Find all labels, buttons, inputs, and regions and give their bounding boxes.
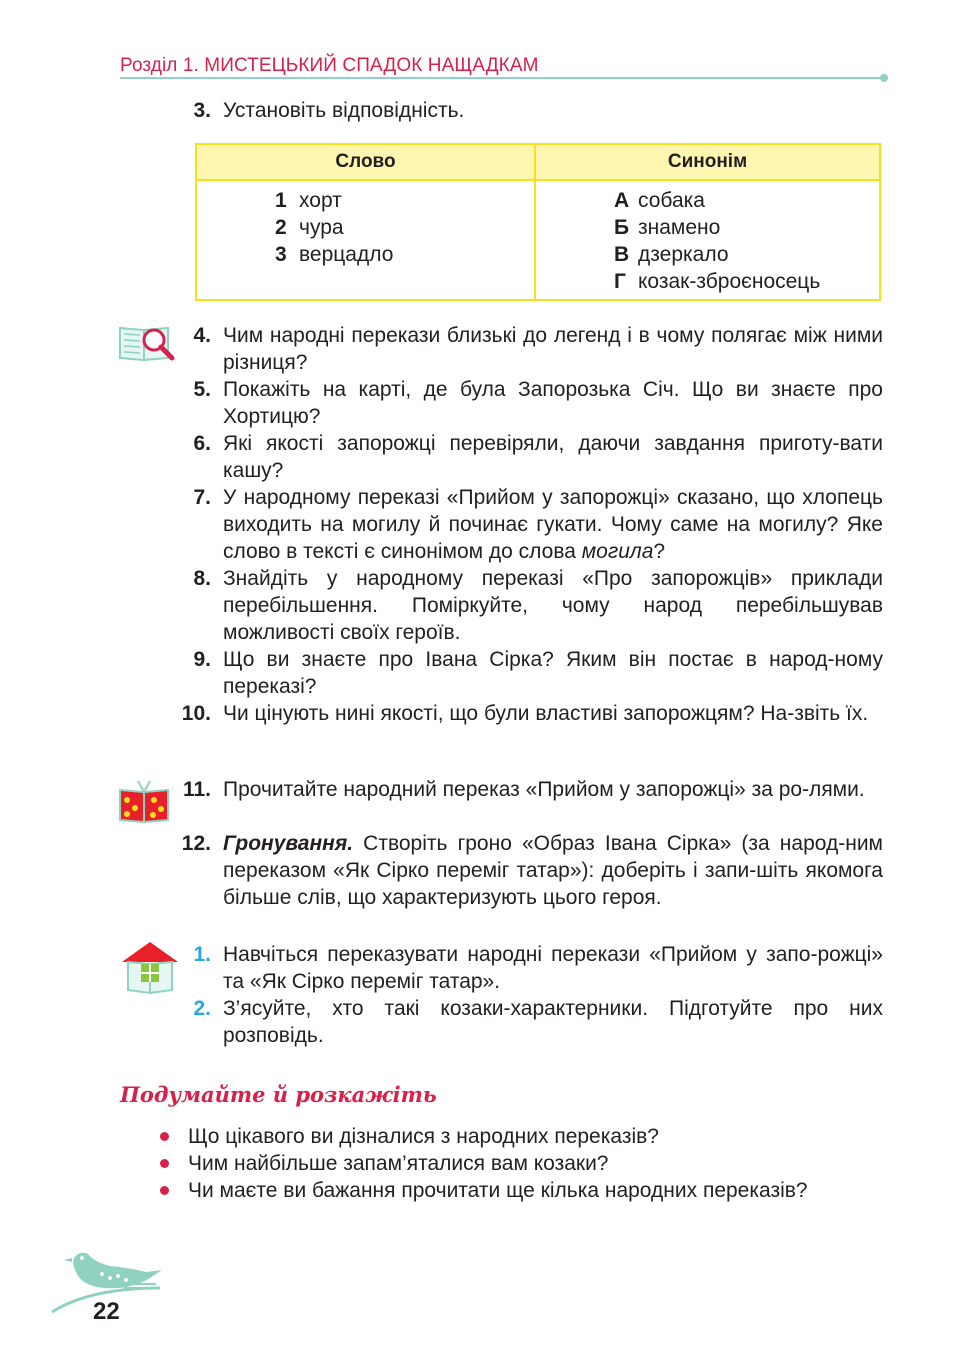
question-7 <box>193 484 883 565</box>
question-text: Які якості запорожці перевіряли, даючи завдання приготу-вати кашу? <box>223 432 883 482</box>
synonyms-column <box>535 180 880 300</box>
question-number: 5. <box>193 378 211 401</box>
question-10 <box>181 700 883 727</box>
table-header-synonym: Синонім <box>535 144 880 180</box>
question-11 <box>182 776 883 803</box>
homework-1 <box>193 941 883 995</box>
task-3 <box>193 97 883 124</box>
question-text: Покажіть на карті, де була Запорозька Січ. Що ви знаєте про Хортицю? <box>223 378 883 428</box>
question-number: 12. <box>181 832 211 855</box>
question-number: 9. <box>193 648 211 671</box>
list-item: Чи маєте ви бажання прочитати ще кілька народних переказів? <box>160 1177 808 1204</box>
task-number: 3. <box>193 99 211 122</box>
task-text: Установіть відповідність. <box>223 99 465 122</box>
open-book-butterfly-icon <box>116 778 174 831</box>
question-4 <box>193 322 883 376</box>
question-number: 6. <box>193 432 211 455</box>
house-book-icon <box>120 940 180 1003</box>
bullet-list <box>160 1123 808 1204</box>
header-rule <box>120 77 883 79</box>
bullet-dot <box>160 1132 169 1141</box>
question-12 <box>181 830 883 911</box>
question-5 <box>193 376 883 430</box>
bullet-dot <box>160 1186 169 1195</box>
page-number: 22 <box>93 1298 120 1325</box>
question-number: 11. <box>182 778 211 801</box>
header-rule-dot <box>880 74 888 82</box>
question-text: Що ви знаєте про Івана Сірка? Яким він постає в народ-ному переказі? <box>223 648 883 698</box>
question-number: 4. <box>193 324 211 347</box>
list-item: Чим найбільше запам’яталися вам козаки? <box>160 1150 808 1177</box>
word-item: 1 хорт <box>275 189 342 212</box>
list-item: Що цікавого ви дізналися з народних переказів? <box>160 1123 808 1150</box>
homework-number: 2. <box>193 997 211 1020</box>
question-9 <box>193 646 883 700</box>
question-text: У народному переказі «Прийом у запорожці» сказано, що хлопець виходить на могилу й починає гукати. Чому саме на могилу? Яке слово в тексті є синонімом до слова могила? <box>223 486 883 563</box>
homework-number: 1. <box>193 943 211 966</box>
synonym-item: Г козак-зброєносець <box>614 270 821 293</box>
question-8 <box>193 565 883 646</box>
question-text: Чи цінують нині якості, що були властиві запорожцям? На-звіть їх. <box>223 702 869 725</box>
question-text: Чим народні перекази близькі до легенд і в чому полягає між ними різниця? <box>223 324 883 374</box>
question-number: 8. <box>193 567 211 590</box>
synonym-item: Б знамено <box>614 216 721 239</box>
word-item: 3 верцадло <box>275 243 394 266</box>
words-column <box>196 180 535 300</box>
question-6 <box>193 430 883 484</box>
homework-text: З’ясуйте, хто такі козаки-характерники. Підготуйте про них розповідь. <box>223 997 883 1047</box>
question-text: Гронування. Створіть гроно «Образ Івана Сірка» (за народ-ним переказом «Як Сірко переміг татар»): доберіть і запи-шіть якомога більше слів, що характеризують цього героя. <box>223 832 883 909</box>
section-title: Подумайте й розкажіть <box>120 1082 437 1107</box>
bullet-dot <box>160 1159 169 1168</box>
running-header: Розділ 1. МИСТЕЦЬКИЙ СПАДОК НАЩАДКАМ <box>120 55 539 76</box>
word-item: 2 чура <box>275 216 344 239</box>
synonym-item: А собака <box>614 189 705 212</box>
question-text: Прочитайте народний переказ «Прийом у запорожці» за ро-лями. <box>223 778 865 801</box>
synonym-item: В дзеркало <box>614 243 729 266</box>
book-magnifier-icon <box>116 320 178 371</box>
homework-2 <box>193 995 883 1049</box>
homework-text: Навчіться переказувати народні перекази «Прийом у запо-рожці» та «Як Сірко переміг татар». <box>223 943 883 993</box>
question-number: 7. <box>193 486 211 509</box>
matching-table <box>195 143 881 301</box>
question-text: Знайдіть у народному переказі «Про запорожців» приклади перебільшення. Поміркуйте, чому народ перебільшував можливості своїх героїв. <box>223 567 883 644</box>
table-header-word: Слово <box>196 144 535 180</box>
question-number: 10. <box>181 702 211 725</box>
